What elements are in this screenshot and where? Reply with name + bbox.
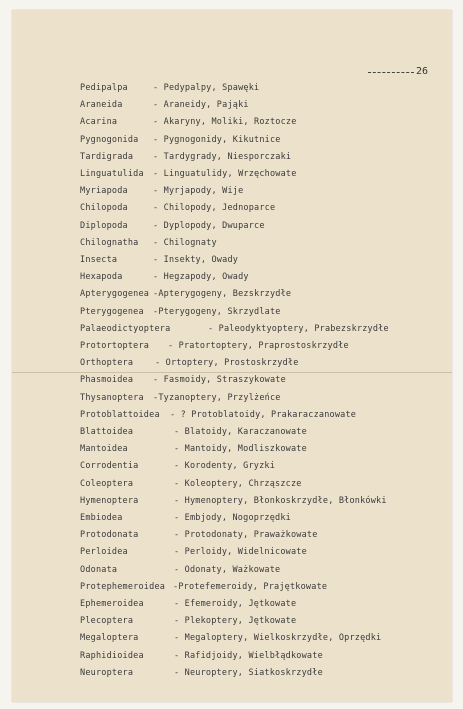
polish-name: -Pterygogeny, Skrzydlate — [153, 306, 281, 317]
latin-name: Megaloptera — [80, 633, 139, 644]
latin-name: Araneida — [80, 100, 123, 111]
latin-name: Hexapoda — [80, 272, 123, 283]
latin-name: Thysanoptera — [80, 392, 144, 403]
latin-name: Pygnogonida — [80, 134, 139, 145]
latin-name: Corrodentia — [80, 461, 139, 472]
latin-name: Protortoptera — [80, 341, 150, 351]
latin-name: Acarina — [80, 117, 118, 128]
polish-name: - Ortoptery, Prostoskrzydłe — [155, 358, 299, 369]
polish-name: - Insekty, Owady — [153, 255, 239, 265]
latin-name: Protodonata — [80, 530, 139, 541]
latin-name: Protephemeroidea — [80, 581, 166, 592]
latin-name: Phasmoidea — [80, 375, 134, 386]
polish-name: - Chilopody, Jednoparce — [153, 203, 276, 214]
polish-name: - Paleodyktyoptery, Prabezskrzydłe — [208, 323, 389, 334]
polish-name: -Protefemeroidy, Prajętkowate — [173, 581, 328, 592]
latin-name: Ephemeroidea — [80, 599, 144, 609]
latin-name: Coleoptera — [80, 478, 134, 489]
polish-name: - Koleoptery, Chrząszcze — [174, 478, 302, 489]
latin-name: Hymenoptera — [80, 495, 139, 506]
polish-name: - Mantoidy, Modliszkowate — [174, 444, 307, 455]
polish-name: - Akaryny, Moliki, Roztocze — [153, 117, 297, 128]
page-fold-line — [12, 372, 452, 373]
polish-name: - Tardygrady, Niesporczaki — [153, 151, 292, 162]
latin-name: Neuroptera — [80, 667, 134, 678]
polish-name: - Linguatulidy, Wrzęchowate — [153, 169, 297, 179]
polish-name: - Pratortoptery, Praprostoskrzydłe — [168, 341, 349, 351]
polish-name: - Dyplopody, Dwuparce — [153, 220, 265, 231]
latin-name: Embiodea — [80, 513, 123, 523]
latin-name: Apterygogenea — [80, 289, 150, 300]
latin-name: Protoblattoidea — [80, 409, 160, 420]
document-page — [12, 10, 452, 702]
latin-name: Tardigrada — [80, 151, 134, 162]
polish-name: - Efemeroidy, Jętkowate — [174, 599, 297, 609]
polish-name: - Embjody, Nogoprzędki — [174, 513, 291, 523]
polish-name: - Protodonaty, Praważkowate — [174, 530, 318, 541]
polish-name: - Araneidy, Pająki — [153, 100, 249, 111]
latin-name: Diplopoda — [80, 220, 128, 231]
polish-name: - Blatoidy, Karaczanowate — [174, 427, 307, 437]
page-number-dash — [368, 72, 414, 73]
polish-name: -Tyzanoptery, Przylżeńce — [153, 392, 281, 403]
polish-name: - Plekoptery, Jętkowate — [174, 616, 297, 627]
polish-name: - Pygnogonidy, Kikutnice — [153, 134, 281, 145]
polish-name: - Pedypalpy, Spawęki — [153, 83, 260, 93]
polish-name: - Hegzapody, Owady — [153, 272, 249, 283]
latin-name: Orthoptera — [80, 358, 134, 369]
latin-name: Odonata — [80, 564, 118, 575]
latin-name: Mantoidea — [80, 444, 128, 455]
latin-name: Chilopoda — [80, 203, 128, 214]
latin-name: Pterygogenea — [80, 306, 144, 317]
polish-name: - Neuroptery, Siatkoskrzydłe — [174, 667, 323, 678]
latin-name: Linguatulida — [80, 169, 144, 179]
latin-name: Pedipalpa — [80, 83, 128, 93]
page-number: 26 — [416, 66, 429, 77]
latin-name: Blattoidea — [80, 427, 134, 437]
polish-name: - Fasmoidy, Straszykowate — [153, 375, 286, 386]
polish-name: - Chilognaty — [153, 237, 217, 248]
latin-name: Plecoptera — [80, 616, 134, 627]
polish-name: - Odonaty, Ważkowate — [174, 564, 281, 575]
latin-name: Perloidea — [80, 547, 128, 558]
polish-name: - Myrjapody, Wije — [153, 186, 244, 197]
latin-name: Raphidioidea — [80, 650, 144, 661]
polish-name: - Perloidy, Widelnicowate — [174, 547, 307, 558]
polish-name: -Apterygogeny, Bezskrzydłe — [153, 289, 292, 300]
latin-name: Myriapoda — [80, 186, 128, 197]
polish-name: - Megaloptery, Wielkoskrzydłe, Oprzędki — [174, 633, 382, 644]
latin-name: Insecta — [80, 255, 118, 265]
latin-name: Chilognatha — [80, 237, 139, 248]
polish-name: - Rafidjoidy, Wielbłądkowate — [174, 650, 323, 661]
latin-name: Palaeodictyoptera — [80, 323, 171, 334]
polish-name: - Hymenoptery, Błonkoskrzydłe, Błonkówki — [174, 495, 387, 506]
polish-name: - Korodenty, Gryzki — [174, 461, 276, 472]
polish-name: - ? Protoblatoidy, Prakaraczanowate — [170, 409, 357, 420]
